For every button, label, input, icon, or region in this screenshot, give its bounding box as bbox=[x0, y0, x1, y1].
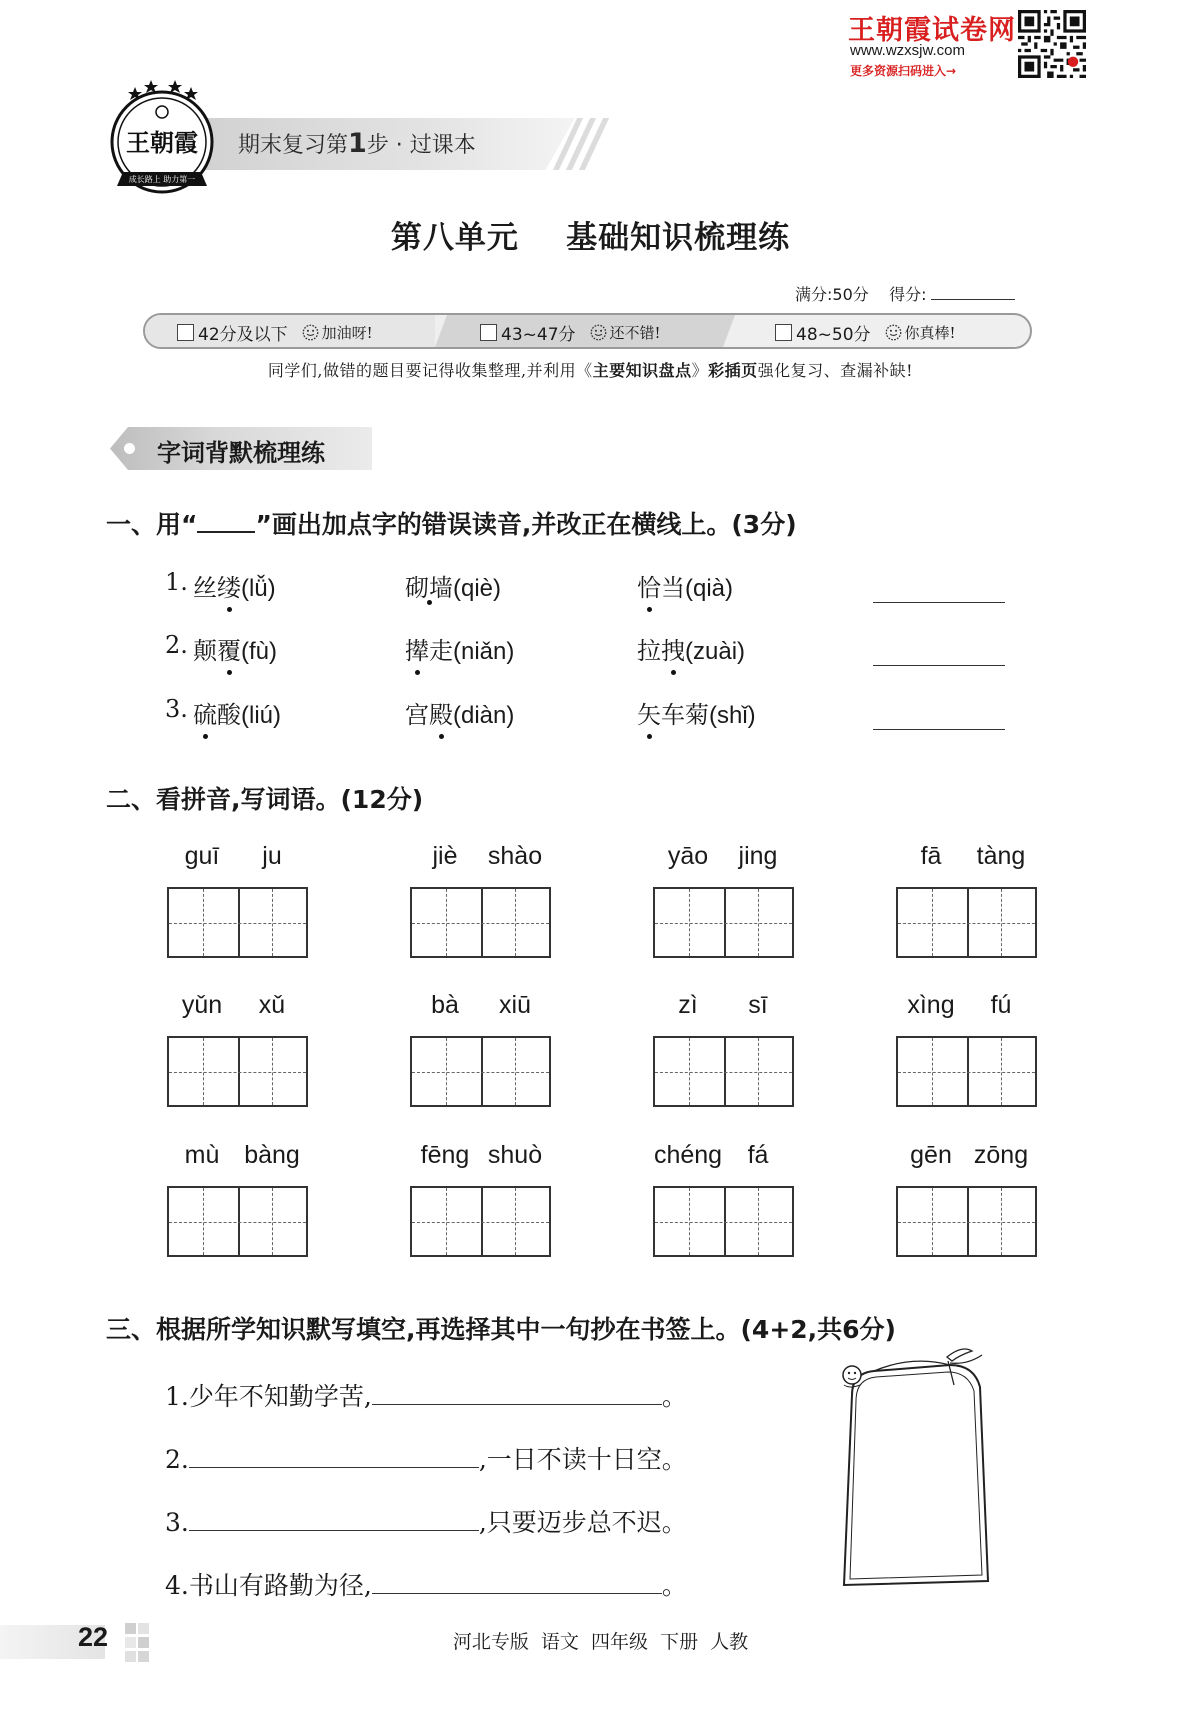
question-3-title: 三、根据所学知识默写填空,再选择其中一句抄在书签上。(4+2,共6分) bbox=[106, 1315, 896, 1344]
score-blank[interactable] bbox=[931, 299, 1015, 300]
bookmark-illustration bbox=[832, 1345, 997, 1595]
pinyin-syllable: shuò bbox=[487, 1141, 543, 1169]
fill-in-blank[interactable] bbox=[189, 1508, 479, 1531]
writing-grid[interactable] bbox=[896, 887, 1037, 958]
writing-grid[interactable] bbox=[896, 1186, 1037, 1257]
rating-item[interactable]: 43~47分 还不错! bbox=[480, 320, 661, 345]
writing-grid[interactable] bbox=[896, 1036, 1037, 1107]
section-title: 字词背默梳理练 bbox=[157, 439, 325, 467]
brand-scan-text: 更多资源扫码进入→ bbox=[850, 64, 957, 78]
pinyin-syllable: sī bbox=[748, 991, 768, 1019]
pinyin-syllable: fú bbox=[990, 991, 1012, 1019]
rating-checkbox[interactable] bbox=[775, 324, 792, 341]
hint-text: 同学们,做错的题目要记得收集整理,并利用《主要知识盘点》彩插页强化复习、查漏补缺! bbox=[267, 361, 914, 380]
dotted-character: 硫 bbox=[193, 695, 217, 730]
rating-bar bbox=[143, 313, 1032, 349]
footer-info: 河北专版 语文 四年级 下册 人教 bbox=[452, 1631, 749, 1653]
pinyin-syllable: yǔn bbox=[181, 991, 223, 1019]
fill-in-blank[interactable] bbox=[189, 1445, 479, 1468]
dotted-character: 撵 bbox=[405, 631, 429, 666]
step-label: 期末复习第1步 · 过课本 bbox=[238, 128, 476, 159]
writing-grid[interactable] bbox=[167, 1036, 308, 1107]
rating-item[interactable]: 48~50分 你真棒! bbox=[775, 320, 956, 345]
q1-word-item: 矢车菊(shǐ) bbox=[637, 695, 756, 730]
q1-answer-line[interactable] bbox=[873, 602, 1005, 603]
section-dot bbox=[124, 443, 135, 454]
rating-checkbox[interactable] bbox=[480, 324, 497, 341]
smiley-icon bbox=[590, 324, 607, 341]
brand-url[interactable]: www.wzxsjw.com bbox=[850, 42, 966, 59]
pinyin-syllable: xìng bbox=[907, 991, 955, 1019]
writing-grid[interactable] bbox=[167, 887, 308, 958]
brand-title: 王朝霞试卷网 bbox=[848, 15, 1016, 46]
q1-word-item: 恰当(qià) bbox=[637, 568, 733, 603]
dotted-character: 拽 bbox=[661, 631, 685, 666]
writing-grid[interactable] bbox=[410, 1186, 551, 1257]
dotted-character: 覆 bbox=[217, 631, 241, 666]
q1-row-number: 2. bbox=[165, 631, 188, 659]
q1-row-number: 3. bbox=[165, 695, 188, 723]
writing-grid[interactable] bbox=[410, 887, 551, 958]
pinyin-syllable: ju bbox=[262, 842, 282, 870]
rating-checkbox[interactable] bbox=[177, 324, 194, 341]
q3-fill-line: 3. ,只要迈步总不迟。 bbox=[165, 1508, 687, 1537]
pinyin-syllable: chéng bbox=[653, 1141, 723, 1169]
pinyin-syllable: jing bbox=[738, 842, 778, 870]
pinyin-syllable: gēn bbox=[910, 1141, 952, 1169]
pinyin-syllable: guī bbox=[184, 842, 220, 870]
dotted-character: 矢 bbox=[637, 695, 661, 730]
page-title: 第八单元 基础知识梳理练 bbox=[390, 220, 791, 256]
q1-word-item: 颠覆(fù) bbox=[193, 631, 277, 666]
q1-word-item: 丝缕(lǚ) bbox=[193, 568, 276, 603]
question-1-title: 一、用“ ”画出加点字的错误读音,并改正在横线上。(3分) bbox=[106, 510, 797, 539]
pinyin-syllable: mù bbox=[184, 1141, 220, 1169]
rating-item[interactable]: 42分及以下 加油呀! bbox=[177, 320, 373, 345]
q3-fill-line: 2. ,一日不读十日空。 bbox=[165, 1445, 687, 1474]
pinyin-syllable: xiū bbox=[499, 991, 531, 1019]
pinyin-syllable: fā bbox=[920, 842, 942, 870]
pinyin-syllable: shào bbox=[487, 842, 543, 870]
svg-text:成长路上 助力第一: 成长路上 助力第一 bbox=[128, 175, 196, 184]
writing-grid[interactable] bbox=[410, 1036, 551, 1107]
q1-word-item: 砌墙(qiè) bbox=[405, 574, 502, 602]
q1-word-item: 宫殿(diàn) bbox=[405, 695, 514, 730]
pinyin-syllable: bàng bbox=[244, 1141, 300, 1169]
dotted-character: 恰 bbox=[637, 568, 661, 603]
q3-fill-line: 1.少年不知勤学苦, 。 bbox=[165, 1382, 687, 1411]
pinyin-syllable: fēng bbox=[420, 1141, 470, 1169]
writing-grid[interactable] bbox=[653, 1036, 794, 1107]
writing-grid[interactable] bbox=[167, 1186, 308, 1257]
pinyin-syllable: fá bbox=[747, 1141, 769, 1169]
pinyin-syllable: zōng bbox=[973, 1141, 1029, 1169]
pinyin-syllable: jiè bbox=[432, 842, 458, 870]
svg-text:王朝霞: 王朝霞 bbox=[126, 128, 198, 157]
question-2-title: 二、看拼音,写词语。(12分) bbox=[106, 785, 424, 814]
pinyin-syllable: xǔ bbox=[258, 991, 286, 1019]
writing-grid[interactable] bbox=[653, 887, 794, 958]
pinyin-syllable: zì bbox=[678, 991, 698, 1019]
pinyin-syllable: yāo bbox=[667, 842, 709, 870]
q1-row-number: 1. bbox=[165, 568, 188, 596]
q1-word-item: 拉拽(zuài) bbox=[637, 631, 745, 666]
writing-grid[interactable] bbox=[653, 1186, 794, 1257]
logo-seal bbox=[103, 78, 221, 200]
q1-word-item: 硫酸(liú) bbox=[193, 695, 281, 730]
pinyin-syllable: bà bbox=[431, 991, 459, 1019]
q1-word-item: 撵走(niǎn) bbox=[405, 631, 514, 666]
q1-answer-line[interactable] bbox=[873, 729, 1005, 730]
fill-in-blank[interactable] bbox=[372, 1382, 662, 1405]
score-line bbox=[795, 282, 1015, 305]
smiley-icon bbox=[302, 324, 319, 341]
pinyin-syllable: tàng bbox=[976, 842, 1026, 870]
qr-code-icon[interactable] bbox=[1018, 10, 1086, 78]
dotted-character: 缕 bbox=[217, 568, 241, 603]
q1-answer-line[interactable] bbox=[873, 665, 1005, 666]
dotted-character: 殿 bbox=[429, 695, 453, 730]
page-number: 22 bbox=[78, 1622, 109, 1652]
smiley-icon bbox=[885, 324, 902, 341]
q3-fill-line: 4.书山有路勤为径, 。 bbox=[165, 1571, 687, 1600]
score-label: 得分: bbox=[889, 285, 927, 304]
full-score: 满分:50分 bbox=[795, 285, 869, 304]
fill-in-blank[interactable] bbox=[372, 1571, 662, 1594]
